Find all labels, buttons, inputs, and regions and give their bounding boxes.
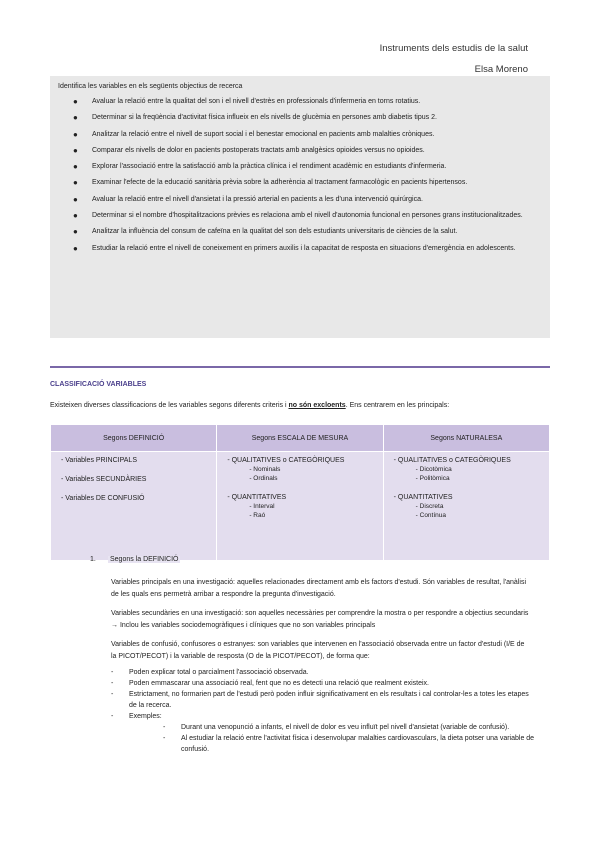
bullet-icon: ● (73, 194, 78, 204)
list-item: - Exemples: (111, 713, 162, 720)
intro-underlined: no són excloents (288, 402, 346, 409)
paragraph-secundaries: Variables secundàries en una investigació: son aquelles necessàries per comprendre la mostra o per respondre a objectius secundaris → Inclou les variables sociodemogràfiques i clíniques que no son variables principals (111, 610, 529, 629)
subcategory-item: - Nominals (249, 466, 281, 473)
bullet-icon: ● (73, 178, 78, 188)
bullet-icon: ● (73, 211, 78, 221)
table-header-escala: Segons ESCALA DE MESURA (217, 425, 383, 452)
category-item (227, 456, 382, 483)
dash-icon: - (163, 735, 166, 742)
objective-item: ● Examinar l'efecte de la educació sanitària prèvia sobre la adherència al tractament farmacològic en pacients hipertensos. (58, 175, 542, 191)
bullet-icon: ● (73, 97, 78, 106)
table-cell-naturalesa (383, 452, 549, 561)
section-title: Segons la DEFINICIÓ (110, 556, 179, 563)
category-label: - QUANTITATIVES (227, 494, 287, 501)
page-header (380, 38, 528, 80)
dash-icon: - (111, 691, 114, 698)
bullet-icon: ● (73, 227, 78, 237)
dash-icon: - (111, 669, 114, 676)
category-item: - Variables PRINCIPALS (61, 457, 137, 464)
objective-item: ● Determinar si la freqüència d'activitat física influeix en els nivells de glucèmia en persones amb diabetis tipus 2. (58, 110, 542, 126)
header-author: Elsa Moreno (474, 64, 528, 75)
list-item: - Poden explicar total o parcialment l'associació observada. (111, 669, 309, 676)
category-item (394, 456, 549, 483)
objectives-box (50, 76, 550, 338)
list-item: - Poden emmascarar una associació real, fent que no es detecti una relació que realment existeix. (111, 680, 430, 687)
category-label: - QUALITATIVES o CATEGÒRIQUES (227, 457, 345, 464)
objective-item: ● Avaluar la relació entre la qualitat del son i el nivell d'estrès en professionals d'infermeria en torns rotatius. (58, 94, 542, 110)
table-header-naturalesa: Segons NATURALESA (383, 425, 549, 452)
bullet-icon: ● (73, 145, 78, 155)
bullet-icon: ● (73, 243, 78, 253)
category-item (227, 493, 382, 520)
section-1-heading (90, 556, 180, 563)
objective-item: ● Analitzar la influència del consum de cafeïna en la qualitat del son dels estudiants universitaris de ciències de la salut. (58, 224, 542, 240)
classification-table (50, 424, 550, 561)
objective-item: ● Comparar els nivells de dolor en pacients postoperats tractats amb analgèsics opioides versus no opioides. (58, 143, 542, 159)
objective-item: ● Determinar si el nombre d'hospitalitzacions prèvies es relaciona amb el nivell d'autonomia funcional en persones grans institucionalitzades. (58, 208, 542, 224)
bullet-icon: ● (73, 162, 78, 172)
objective-item: ● Analitzar la relació entre el nivell de suport social i el benestar emocional en pacients amb malalties cròniques. (58, 127, 542, 143)
example-item: - Al estudiar la relació entre l'activitat física i desenvolupar malalties cardiovasculars, la dieta potser una variable de confusió. (163, 735, 535, 753)
subcategory-item: - Contínua (415, 512, 447, 519)
subcategory-item: - Ordinals (249, 475, 278, 482)
example-item: - Durant una venopunció a infants, el nivell de dolor es veu influït pel nivell d'ansietat (variable de confusió). (163, 724, 510, 731)
category-label: - QUALITATIVES o CATEGÒRIQUES (393, 457, 511, 464)
objective-item: ● Estudiar la relació entre el nivell de coneixement en primers auxilis i la capacitat de resposta en situacions d'emergència en adolescents. (58, 241, 542, 257)
category-item (394, 493, 549, 520)
subcategory-item: - Raó (249, 512, 266, 519)
category-item: - Variables DE CONFUSIÓ (61, 495, 145, 502)
list-item: - Estrictament, no formarien part de l'estudi però poden influir significativament en els resultats i cal controlar-les a totes les etapes de la recerca. (111, 691, 529, 709)
classification-intro: Existeixen diverses classificacions de les variables segons diferents criteris i no són excloents. Ens centrarem en les principals: (50, 402, 450, 409)
objectives-list (58, 94, 542, 257)
subcategory-item: - Discreta (415, 503, 444, 510)
objective-item: ● Avaluar la relació entre el nivell d'ansietat i la pressió arterial en pacients a les d'una intervenció quirúrgica. (58, 192, 542, 208)
dash-icon: - (111, 713, 114, 720)
dash-icon: - (163, 724, 166, 731)
header-title: Instruments dels estudis de la salut (379, 43, 528, 54)
dash-icon: - (111, 680, 114, 687)
subcategory-item: - Dicotòmica (415, 466, 452, 473)
subcategory-item: - Interval (249, 503, 275, 510)
objectives-title: Identifica les variables en els següents objectius de recerca (58, 83, 243, 90)
paragraph-principals: Variables principals en una investigació: aquelles relacionades directament amb els factors d'estudi. Són variables de resultat, l'anàlisi de les quals ens permetrà arribar a respondre la pregunta d'investigació. (111, 579, 526, 598)
category-item: - Variables SECUNDÀRIES (61, 476, 147, 483)
classification-title: CLASSIFICACIÓ VARIABLES (50, 381, 147, 388)
paragraph-confusio: Variables de confusió, confusores o estranyes: son variables que intervenen en l'associació observada entre un factor d'estudi (I/E de la PICOT/PECOT) i la variable de resposta (O de la PICOT/PECOT), de forma que: (111, 641, 525, 660)
category-label: - QUANTITATIVES (393, 494, 453, 501)
confusion-bullets (111, 667, 535, 755)
section-divider (50, 366, 550, 368)
bullet-icon: ● (73, 113, 78, 123)
table-cell-escala (217, 452, 383, 561)
bullet-icon: ● (73, 129, 78, 139)
objective-item: ● Explorar l'associació entre la satisfacció amb la pràctica clínica i el rendiment acadèmic en estudiants d'infermeria. (58, 159, 542, 175)
subcategory-item: - Politòmica (415, 475, 450, 482)
section-number: 1. (90, 556, 96, 563)
table-cell-definicio (51, 452, 217, 561)
table-header-definicio: Segons DEFINICIÓ (51, 425, 217, 452)
